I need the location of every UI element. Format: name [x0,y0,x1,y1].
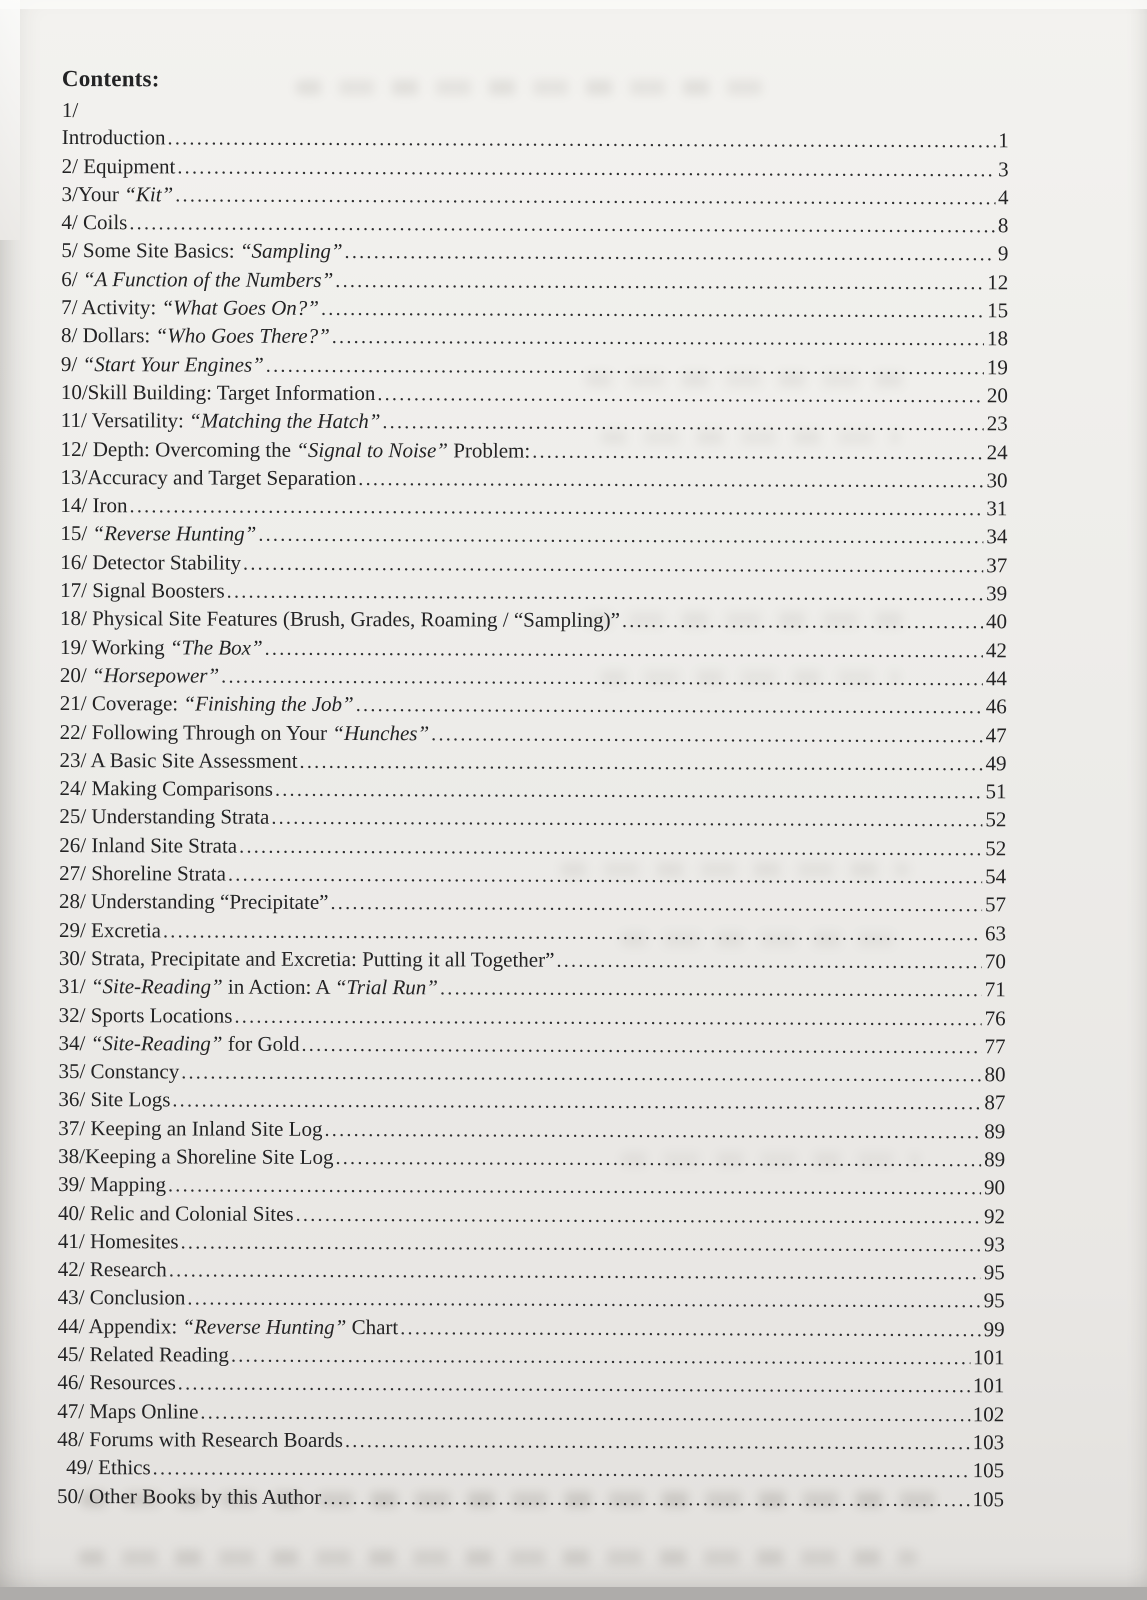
toc-entry-label: 5/ Some Site Basics: “Sampling” [61,238,343,264]
page-title: Contents: [61,65,160,92]
page-number: 54 [985,864,1007,889]
page-number: 9 [997,241,1009,266]
bleed-through-text-ghost [78,1550,918,1565]
dot-leader [345,1427,970,1457]
toc-entry [61,266,1008,298]
toc-entry [62,153,1009,185]
toc-entry-label: 12/ Depth: Overcoming the “Signal to Noise” Problem: [60,436,531,463]
dot-leader [377,380,984,410]
page-number: 15 [987,298,1009,323]
page-number: 101 [972,1373,1005,1398]
toc-entry-label: 16/ Detector Stability [60,549,242,575]
toc-entry [60,492,1007,524]
page-number: 92 [983,1203,1006,1228]
toc-entry [60,577,1007,609]
toc-entry [59,860,1006,892]
toc-entry-label: 49/ Ethics [66,1455,151,1480]
toc-entry-label: 21/ Coverage: “Finishing the Job” [59,691,354,717]
toc-entry-label: 10/Skill Building: Target Information [60,379,376,406]
toc-entry-label: 31/ “Site-Reading” in Action: A “Trial Run” [58,974,439,1000]
dot-leader [344,238,994,269]
dot-leader [323,1483,969,1514]
toc-entry [61,379,1008,411]
page-number: 42 [985,637,1008,662]
toc-entry-label: 24/ Making Comparisons [59,776,274,801]
toc-entry [58,1058,1005,1090]
toc-entry [60,634,1007,666]
toc-entry-label: 35/ Constancy [58,1059,180,1084]
toc-entry [61,407,1008,439]
page-number: 89 [984,1147,1006,1172]
toc-entry-label: 9/ “Start Your Engines” [60,351,264,377]
toc-entry-label: 2/ Equipment [61,153,176,178]
dot-leader [332,323,984,354]
dot-leader [168,1172,981,1203]
toc-entry [59,917,1006,949]
dot-leader [221,662,983,693]
toc-entry-label: 45/ Related Reading [57,1342,230,1367]
dot-leader [335,267,984,298]
toc-entry-label: 34/ “Site-Reading” for Gold [58,1030,300,1056]
toc-entry-label: 27/ Shoreline Strata [59,861,227,886]
toc-entry-label: 29/ Excretia [58,917,162,942]
toc-entry [59,945,1006,977]
toc-entry-label: 47/ Maps Online [57,1398,199,1424]
page-number: 90 [984,1175,1006,1200]
page-number: 40 [986,609,1008,634]
toc-entry [61,294,1008,326]
page-number: 76 [984,1005,1006,1030]
toc-entry [59,1001,1006,1033]
toc-entry-label: 8/ Dollars: “Who Goes There?” [61,323,330,349]
toc-entry-label: 36/ Site Logs [58,1087,171,1112]
toc-entry-label: 44/ Appendix: “Reverse Hunting” Chart [57,1313,399,1339]
dot-leader [358,465,983,495]
toc-entry-label: 19/ Working “The Box” [59,634,263,660]
page-edge-bottom-shadow [0,1587,1147,1600]
page-number: 4 [997,185,1009,210]
page-number: 24 [986,439,1008,464]
page-number: 46 [985,694,1007,719]
dot-leader [239,832,982,863]
toc-entry [60,690,1007,722]
page-number: 23 [986,411,1008,436]
page-number: 44 [985,666,1007,691]
page-number: 103 [972,1430,1005,1455]
dot-leader [556,947,982,977]
toc-entry-label: 18/ Physical Site Features (Brush, Grades, Roaming / “Sampling)” [60,606,621,633]
page-number: 51 [985,779,1007,804]
page-number: 89 [984,1118,1006,1143]
dot-leader [168,125,996,156]
dot-leader [400,1314,980,1344]
page-number: 57 [985,892,1007,917]
dot-leader [200,1398,969,1429]
toc-entry [57,1454,1004,1486]
page-number: 8 [997,213,1009,238]
dot-leader [172,1087,981,1118]
toc-entry [62,97,1009,128]
toc-entry [58,1115,1005,1147]
page-number: 39 [986,581,1008,606]
toc-entry [59,832,1006,864]
toc-list [57,97,1009,1514]
toc-entry-label: 43/ Conclusion [57,1285,186,1310]
page-number: 70 [984,949,1006,974]
dot-leader [129,492,983,523]
toc-entry [58,1313,1005,1345]
toc-entry [58,1086,1005,1118]
page-number: 105 [972,1458,1005,1483]
dot-leader [324,1116,981,1147]
toc-entry [58,1171,1005,1203]
toc-entry [58,1143,1005,1175]
page-number: 34 [986,524,1008,549]
toc-entry-label: 50/ Other Books by this Author [56,1483,322,1509]
page-number: 18 [987,326,1009,351]
page-number: 3 [998,156,1009,181]
toc-entry [58,1284,1005,1316]
toc-entry [59,888,1006,920]
toc-entry [60,549,1007,581]
toc-entry [59,1030,1006,1062]
toc-entry [57,1369,1004,1401]
dot-leader [622,607,983,637]
toc-entry-label: 6/ “A Function of the Numbers” [61,266,334,292]
page-number: 20 [986,383,1008,408]
toc-entry [60,520,1007,552]
dot-leader [301,1031,981,1062]
toc-entry [57,1341,1004,1373]
page-number: 80 [984,1062,1006,1087]
dot-leader [382,408,983,438]
dot-leader [228,861,982,892]
page-number: 95 [983,1288,1005,1313]
toc-entry [61,322,1008,354]
dot-leader [153,1455,970,1486]
toc-entry [58,1228,1005,1260]
dot-leader [431,720,983,750]
dot-leader [321,295,984,326]
toc-entry [60,662,1007,694]
page-number: 19 [986,354,1008,379]
dot-leader [175,181,995,212]
page-number: 101 [972,1345,1005,1370]
toc-entry-label: 4/ Coils [61,210,128,235]
toc-entry-label: 20/ “Horsepower” [59,662,220,688]
toc-entry-label: 17/ Signal Boosters [60,578,225,603]
page-number: 1 [998,128,1009,153]
page-number: 87 [984,1090,1006,1115]
toc-entry [61,181,1008,213]
toc-entry-label: 7/ Activity: “What Goes On?” [61,295,320,320]
toc-entry [57,1483,1004,1515]
toc-entry [61,237,1008,269]
page-number: 49 [985,751,1007,776]
dot-leader [177,153,995,184]
page-number: 52 [985,835,1007,861]
toc-entry-label: 39/ Mapping [58,1172,167,1197]
toc-entry-label: 41/ Homesites [57,1228,179,1254]
toc-entry [60,747,1007,779]
page-number: 77 [984,1034,1006,1059]
page-number: 52 [985,807,1007,832]
page-number: 31 [986,496,1008,521]
page-number: 99 [983,1316,1005,1342]
toc-entry-label: Introduction [61,125,166,150]
page-number: 93 [983,1232,1005,1257]
toc-entry [59,803,1006,835]
page-number: 63 [984,920,1007,945]
page-number: 47 [985,722,1007,747]
page-edge-top [0,0,1147,9]
dot-leader [271,804,982,835]
page-edge-left [0,0,20,240]
toc-entry [57,1426,1004,1458]
page-number: 71 [984,977,1006,1002]
dot-leader [227,578,984,609]
toc-entry-label: 37/ Keeping an Inland Site Log [58,1115,323,1141]
dot-leader [266,351,984,382]
toc-entry [61,464,1008,496]
toc-entry [61,436,1008,468]
toc-entry-label: 42/ Research [57,1257,167,1282]
dot-leader [532,437,984,467]
dot-leader [440,975,982,1005]
toc-entry [59,973,1006,1005]
toc-content [57,64,1009,1514]
page-number: 102 [972,1401,1005,1426]
toc-entry-label: 14/ Iron [60,493,128,518]
dot-leader [163,917,982,948]
dot-leader [234,1002,981,1033]
toc-entry-label: 3/Your “Kit” [61,181,174,207]
dot-leader [181,1228,981,1259]
dot-leader [258,521,983,552]
dot-leader [181,1059,981,1090]
dot-leader [169,1257,981,1288]
toc-entry-label: 40/ Relic and Colonial Sites [57,1200,294,1226]
toc-entry-label: 30/ Strata, Precipitate and Excretia: Putting it all Together” [58,945,555,972]
dot-leader [187,1285,980,1316]
toc-entry-label: 1/ [61,97,79,123]
toc-entry-label: 46/ Resources [57,1370,176,1395]
toc-entry-label: 38/Keeping a Shoreline Site Log [58,1143,334,1169]
toc-entry-label: 26/ Inland Site Strata [59,832,238,858]
dot-leader [330,889,982,920]
page-number: 37 [986,552,1008,578]
dot-leader [300,748,983,779]
dot-leader [265,634,983,665]
toc-entry [58,1256,1005,1288]
toc-entry [62,124,1009,156]
toc-entry-label: 15/ “Reverse Hunting” [60,521,257,547]
toc-entry-label: 23/ A Basic Site Assessment [59,747,298,773]
toc-entry-label: 11/ Versatility: “Matching the Hatch” [60,408,381,434]
page-number: 95 [983,1260,1005,1285]
toc-entry [58,1200,1005,1232]
dot-leader [178,1370,970,1401]
dot-leader [296,1200,981,1231]
page-number: 30 [986,468,1008,493]
dot-leader [275,776,983,807]
dot-leader [231,1342,970,1373]
toc-entry-label: 28/ Understanding “Precipitate” [59,889,329,915]
toc-entry [61,209,1008,241]
dot-leader [129,209,995,240]
toc-entry [61,351,1008,383]
dot-leader [243,549,983,580]
dot-leader [356,691,983,721]
dot-leader [335,1144,981,1175]
toc-entry [60,605,1007,637]
toc-entry [59,775,1006,807]
page-number: 105 [972,1486,1005,1511]
toc-entry-label: 13/Accuracy and Target Separation [60,464,357,490]
toc-entry [60,719,1007,751]
page-number: 12 [987,270,1009,295]
toc-entry [57,1398,1004,1430]
toc-entry-label: 22/ Following Through on Your “Hunches” [59,719,430,745]
toc-entry-label: 32/ Sports Locations [58,1002,233,1028]
toc-entry-label: 48/ Forums with Research Boards [57,1426,344,1452]
toc-entry-label: 25/ Understanding Strata [59,804,270,830]
